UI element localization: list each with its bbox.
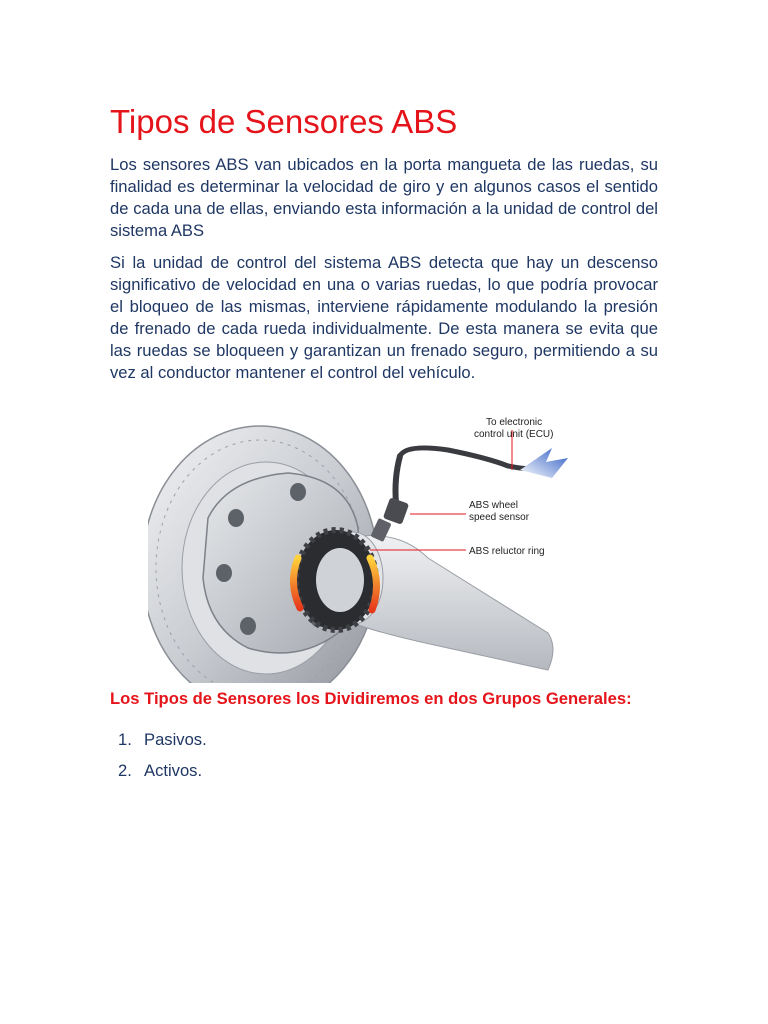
- list-item-number: 1.: [118, 730, 132, 749]
- abs-control-paragraph: Si la unidad de control del sistema ABS detecta que hay un descenso significativo de velocidad en una o varias ruedas, lo que podría provocar el bloqueo de las mismas, interviene rápidamente modulando la presión de frenado de cada rueda individualmente. De esta manera se evita que las ruedas se bloqueen y garantizan un frenado seguro, permitiendo a su vez al conductor mantener el control del vehículo.: [110, 253, 658, 382]
- callout-sensor-line1: ABS wheel: [469, 500, 518, 511]
- sensor-types-list: [118, 728, 207, 790]
- reluctor-ring: [293, 530, 376, 630]
- list-item-number: 2.: [118, 761, 132, 780]
- abs-sensor-illustration: [148, 408, 568, 683]
- list-item-label: Pasivos.: [144, 730, 207, 749]
- callout-ecu-line1: To electronic: [486, 417, 543, 428]
- sensor-groups-heading: Los Tipos de Sensores los Dividiremos en dos Grupos Generales:: [110, 689, 632, 708]
- list-item-label: Activos.: [144, 761, 203, 780]
- abs-wheel-speed-sensor: [370, 448, 548, 542]
- page-title: Tipos de Sensores ABS: [110, 103, 458, 140]
- intro-paragraph: Los sensores ABS van ubicados en la porta mangueta de las ruedas, su finalidad es determinar la velocidad de giro y en algunos casos el sentido de cada una de ellas, enviando esta información a la unidad de control del sistema ABS: [110, 155, 658, 240]
- callout-reluctor-ring: ABS reluctor ring: [469, 546, 545, 557]
- list-item: [118, 728, 207, 752]
- callout-sensor-line2: speed sensor: [469, 512, 530, 523]
- ecu-direction-arrow: [520, 448, 568, 478]
- callout-ecu-line2: control unit (ECU): [474, 429, 554, 440]
- list-item: [118, 759, 207, 783]
